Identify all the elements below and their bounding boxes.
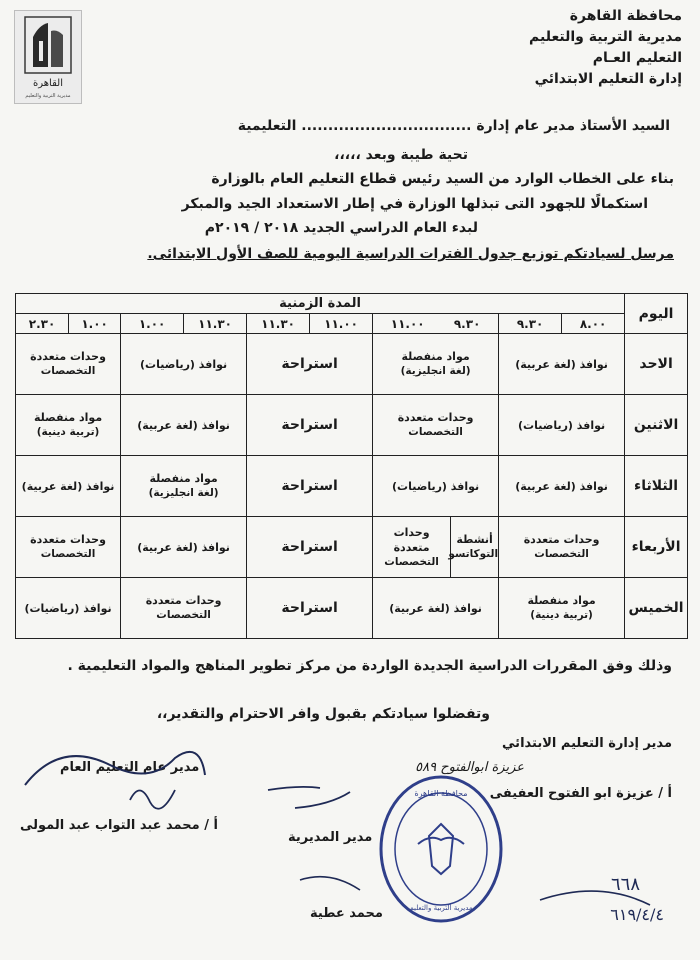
period-header: المدة الزمنية	[16, 294, 625, 314]
official-stamp	[378, 774, 504, 924]
period-cell: مواد منفصلة (تربية دينية)	[499, 578, 625, 639]
svg-text:مديرية التربية والتعليم: مديرية التربية والتعليم	[409, 904, 473, 912]
period-cell: وحدات متعددة التخصصات	[121, 578, 247, 639]
table-row	[16, 334, 688, 395]
time-cell: ١١.٣٠	[247, 314, 310, 334]
directorate-director-name: محمد عطية	[310, 906, 383, 921]
period-cell: نوافذ (رياضيات)	[16, 578, 121, 639]
table-row	[16, 456, 688, 517]
emblem-icon	[15, 11, 81, 103]
period-cell: نوافذ (لغة عربية)	[499, 334, 625, 395]
period-cell: مواد منفصلة (تربية دينية)	[16, 395, 121, 456]
period-cell: وحدات متعددة التخصصات	[16, 334, 121, 395]
letter-line-4: مرسل لسيادتكم توزيع جدول الفترات الدراسية اليومية للصف الأول الابتدائى.	[147, 246, 674, 262]
break-cell: استراحة	[247, 456, 373, 517]
period-cell: أنشطة التوكاتسو	[451, 517, 499, 578]
period-cell: مواد منفصلة (لغة انجليزية)	[373, 334, 499, 395]
period-cell: وحدات متعددة التخصصات	[499, 517, 625, 578]
primary-admin-director-title: مدير إدارة التعليم الابتدائي	[502, 736, 672, 751]
period-cell: وحدات متعددة التخصصات	[373, 517, 451, 578]
period-cell: نوافذ (لغة عربية)	[373, 578, 499, 639]
period-cell: نوافذ (لغة عربية)	[499, 456, 625, 517]
day-cell: الأربعاء	[625, 517, 688, 578]
svg-text:القاهرة: القاهرة	[33, 78, 63, 89]
period-cell: وحدات متعددة التخصصات	[373, 395, 499, 456]
primary-admin-director-name: أ / عزيزة ابو الفتوح العفيفى	[489, 786, 672, 801]
closing-line-2: وتفضلوا سيادتكم بقبول وافر الاحترام والتقدير،،	[156, 706, 490, 722]
period-cell: مواد منفصلة (لغة انجليزية)	[121, 456, 247, 517]
period-cell: وحدات متعددة التخصصات	[16, 517, 121, 578]
period-cell: نوافذ (رياضيات)	[499, 395, 625, 456]
general-education-label: التعليم العـام	[592, 50, 682, 66]
time-cell: ٢.٣٠	[16, 314, 69, 334]
general-education-director-name: أ / محمد عبد التواب عبد المولى	[20, 818, 218, 833]
schedule-table	[15, 293, 688, 639]
closing-line-1: وذلك وفق المقررات الدراسية الجديدة الواردة من مركز تطوير المناهج والمواد التعليمية .	[67, 658, 672, 674]
break-cell: استراحة	[247, 517, 373, 578]
time-cell: ١١.٠٠	[310, 314, 373, 334]
letterhead	[529, 6, 682, 90]
governorate-label: محافظة القاهرة	[569, 8, 682, 24]
handwritten-number-1: ٦٦٨	[610, 874, 640, 895]
day-cell: الثلاثاء	[625, 456, 688, 517]
table-row	[16, 517, 688, 578]
period-cell: نوافذ (لغة عربية)	[16, 456, 121, 517]
time-cell: ١.٠٠	[69, 314, 121, 334]
stamp-emblem-icon	[378, 774, 504, 924]
day-cell: الاحد	[625, 334, 688, 395]
time-cell: ١١.٣٠	[184, 314, 247, 334]
svg-text:محافظة القاهرة: محافظة القاهرة	[414, 789, 468, 798]
greeting: تحية طيبة وبعد ،،،،،	[334, 147, 468, 163]
letter-line-1: بناء على الخطاب الوارد من السيد رئيس قطاع التعليم العام بالوزارة	[211, 171, 674, 187]
table-row	[16, 578, 688, 639]
break-cell: استراحة	[247, 334, 373, 395]
period-cell: نوافذ (رياضيات)	[121, 334, 247, 395]
table-row	[16, 395, 688, 456]
break-cell: استراحة	[247, 395, 373, 456]
day-column-header: اليوم	[625, 294, 688, 334]
directorate-label: مديرية التربية والتعليم	[529, 29, 682, 45]
period-cell: نوافذ (لغة عربية)	[121, 395, 247, 456]
period-cell: نوافذ (رياضيات)	[373, 456, 499, 517]
general-education-director-title: مدير عام التعليم العام	[60, 760, 200, 775]
cairo-logo	[14, 10, 82, 104]
handwritten-number-2: ٦١٩/٤/٤	[610, 905, 664, 924]
time-cell: ٩.٣٠ ١١.٠٠	[373, 314, 499, 334]
time-cell: ٩.٣٠	[499, 314, 562, 334]
day-cell: الخميس	[625, 578, 688, 639]
letter-line-2: استكمالًا للجهود التى تبذلها الوزارة في إطار الاستعداد الجيد والمبكر	[181, 196, 648, 212]
primary-admin-label: إدارة التعليم الابتدائي	[534, 71, 682, 87]
salutation: السيد الأستاذ مدير عام إدارة ................................ التعليمية	[237, 118, 670, 134]
letter-line-3: لبدء العام الدراسي الجديد ٢٠١٨ / ٢٠١٩م	[204, 220, 478, 236]
period-cell: نوافذ (لغة عربية)	[121, 517, 247, 578]
handwritten-signature: عزيزة ابوالفتوح ٥٨٩	[415, 760, 524, 775]
break-cell: استراحة	[247, 578, 373, 639]
time-cell: ١.٠٠	[121, 314, 184, 334]
svg-text:مديرية التربية والتعليم: مديرية التربية والتعليم	[25, 93, 71, 99]
directorate-director-title: مدير المديرية	[288, 830, 373, 845]
time-cell: ٨.٠٠	[562, 314, 625, 334]
day-cell: الاثنين	[625, 395, 688, 456]
